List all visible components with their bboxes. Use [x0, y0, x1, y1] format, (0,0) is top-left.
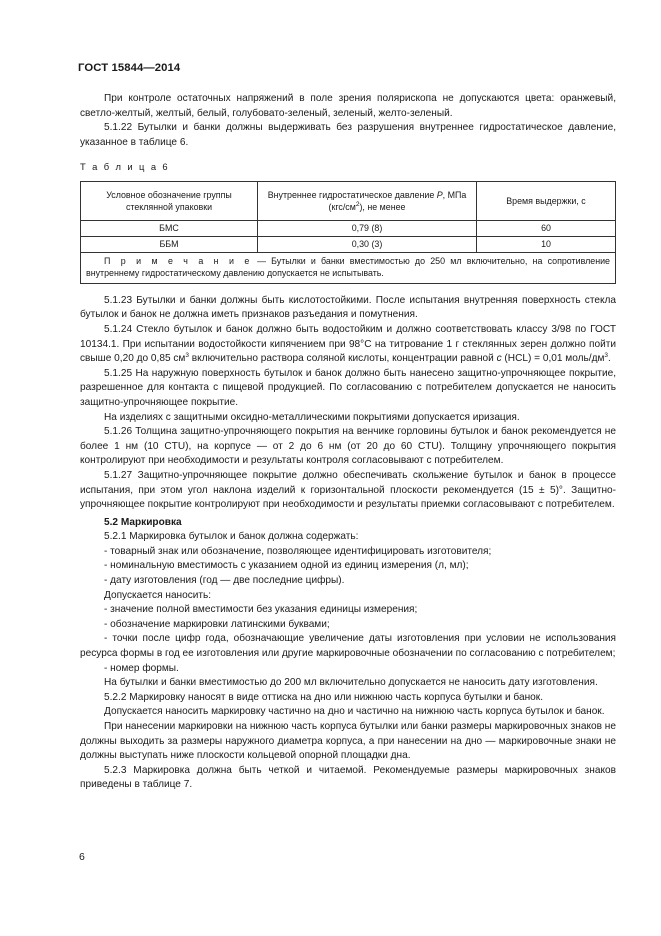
paragraph-5-1-26: 5.1.26 Толщина защитно-упрочняющего покрытия на венчике горловины бутылок и банок рекомендуется не более 1 нм (10 CTU), на корпусе — от 2 до 6 нм (от 20 до 60 CTU). Толщину упрочняющего покрытия контролируют при необходимости и результаты контроля согласовывают с потребителем. — [80, 426, 616, 467]
paragraph-5-1-22: 5.1.22 Бутылки и банки должны выдерживать без разрушения внутреннее гидростатическое давление, указанное в таблице 6. — [80, 122, 616, 148]
table-note-row — [81, 252, 616, 283]
table-row — [81, 220, 616, 236]
list-item: - дату изготовления (год — две последние цифры). — [104, 575, 345, 587]
paragraph-5-2-3: 5.2.3 Маркировка должна быть четкой и читаемой. Рекомендуемые размеры маркировочных знаков приведены в таблице 7. — [80, 764, 616, 791]
list-item: - товарный знак или обозначение, позволяющее идентифицировать изготовителя; — [104, 545, 492, 557]
table-6 — [80, 181, 616, 284]
cell-group: ББМ — [81, 236, 258, 252]
table-row — [81, 236, 616, 252]
paragraph-small-capacity: На бутылки и банки вместимостью до 200 мл включительно допускается не наносить дату изготовления. — [104, 677, 598, 689]
paragraph-allowed: Допускается наносить: — [104, 589, 212, 601]
paragraph-5-2-2: 5.2.2 Маркировку наносят в виде оттиска на дно или нижнюю часть корпуса бутылки и банок. — [104, 691, 543, 703]
list-item: - номер формы. — [104, 662, 179, 674]
list-item: - обозначение маркировки латинскими буквами; — [104, 618, 330, 630]
document-header: ГОСТ 15844—2014 — [78, 62, 181, 74]
paragraph-5-1-23: 5.1.23 Бутылки и банки должны быть кислотостойкими. После испытания внутренняя поверхность стекла бутылок и банок не должна иметь признаков разъедания и помутнения. — [80, 294, 616, 321]
header-pressure: Внутреннее гидростатическое давление P, МПа $(кгс/см^2)$, не менее — [258, 181, 477, 220]
header-time: Время выдержки, с — [477, 181, 616, 220]
cell-time: 10 — [477, 236, 616, 252]
paragraph-5-1-25: 5.1.25 На наружную поверхность бутылок и банок должно быть нанесено защитно-упрочняющее покрытие, разрешенное для контакта с пищевой продукцией. По согласованию с потребителем допускается не наносить защитно-упрочняющее покрытие. — [80, 367, 616, 408]
table-header-row — [81, 181, 616, 220]
paragraph-5-2-1: 5.2.1 Маркировка бутылок и банок должна содержать: — [104, 531, 359, 543]
cell-pressure: 0,79 (8) — [258, 220, 477, 236]
table-caption: Т а б л и ц а 6 — [80, 161, 170, 173]
paragraph-polariscope: При контроле остаточных напряжений в поле зрения полярископа не допускаются цвета: оранжевый, светло-желтый, желтый, белый, голубовато-зеленый, зеленый, желто-зеленый. — [80, 93, 616, 119]
paragraph-5-1-27: 5.1.27 Защитно-упрочняющее покрытие должно обеспечивать скольжение бутылок и банок в процессе испытания, при этом угол наклона изделий к горизонтальной плоскости рекомендуется (15 ± 5)°. Защитно-упрочняющее покрытие контролируют при необходимости и результаты приемки согласовывают с потребителем. — [80, 469, 616, 511]
cell-time: 60 — [477, 220, 616, 236]
table-note: П р и м е ч а н и е — Бутылки и банки вместимостью до 250 мл включительно, на сопротивление внутреннему гидростатическому давлению допускается не испытывать. — [81, 252, 616, 283]
paragraph-partial-marking: Допускается наносить маркировку частично на дно и частично на нижнюю часть корпуса бутылок и банок. — [104, 706, 605, 718]
page-content — [80, 92, 616, 793]
page-number: 6 — [79, 851, 85, 863]
paragraph-5-1-24: 5.1.24 Стекло бутылок и банок должно быть водостойким и должно соответствовать классу 3/98 по ГОСТ 10134.1. При испытании водостойкости кипячением при 98°С на титрование 1 г стеклянных зерен должно пойти свыше 0,20 до 0,85 $см^3$ включительно раствора соляной кислоты, концентрации равной c (HCL) = 0,01 моль/$дм^3$. — [80, 323, 616, 365]
paragraph-marking-size: При нанесении маркировки на нижнюю часть корпуса бутылки или банки размеры маркировочных знаков не должны выходить за размеры наружного диаметра корпуса, а при нанесении на дно — маркировочные знаки не должны выступать ниже плоскости кольцевой опорной площадки дна. — [80, 721, 616, 762]
list-item: - номинальную вместимость с указанием одной из единиц измерения (л, мл); — [104, 560, 469, 572]
list-item: - значение полной вместимости без указания единицы измерения; — [104, 604, 418, 616]
cell-pressure: 0,30 (3) — [258, 236, 477, 252]
list-item: - точки после цифр года, обозначающие увеличение даты изготовления при условии не использования ресурса формы в год ее изготовления или другие маркировочные обозначении по согласованию с потребителем; — [80, 633, 616, 660]
cell-group: БМС — [81, 220, 258, 236]
header-group: Условное обозначение группы стеклянной упаковки — [81, 181, 258, 220]
paragraph-iridescence: На изделиях с защитными оксидно-металлическими покрытиями допускается иризация. — [104, 411, 520, 423]
section-heading-marking: 5.2 Маркировка — [104, 516, 182, 528]
